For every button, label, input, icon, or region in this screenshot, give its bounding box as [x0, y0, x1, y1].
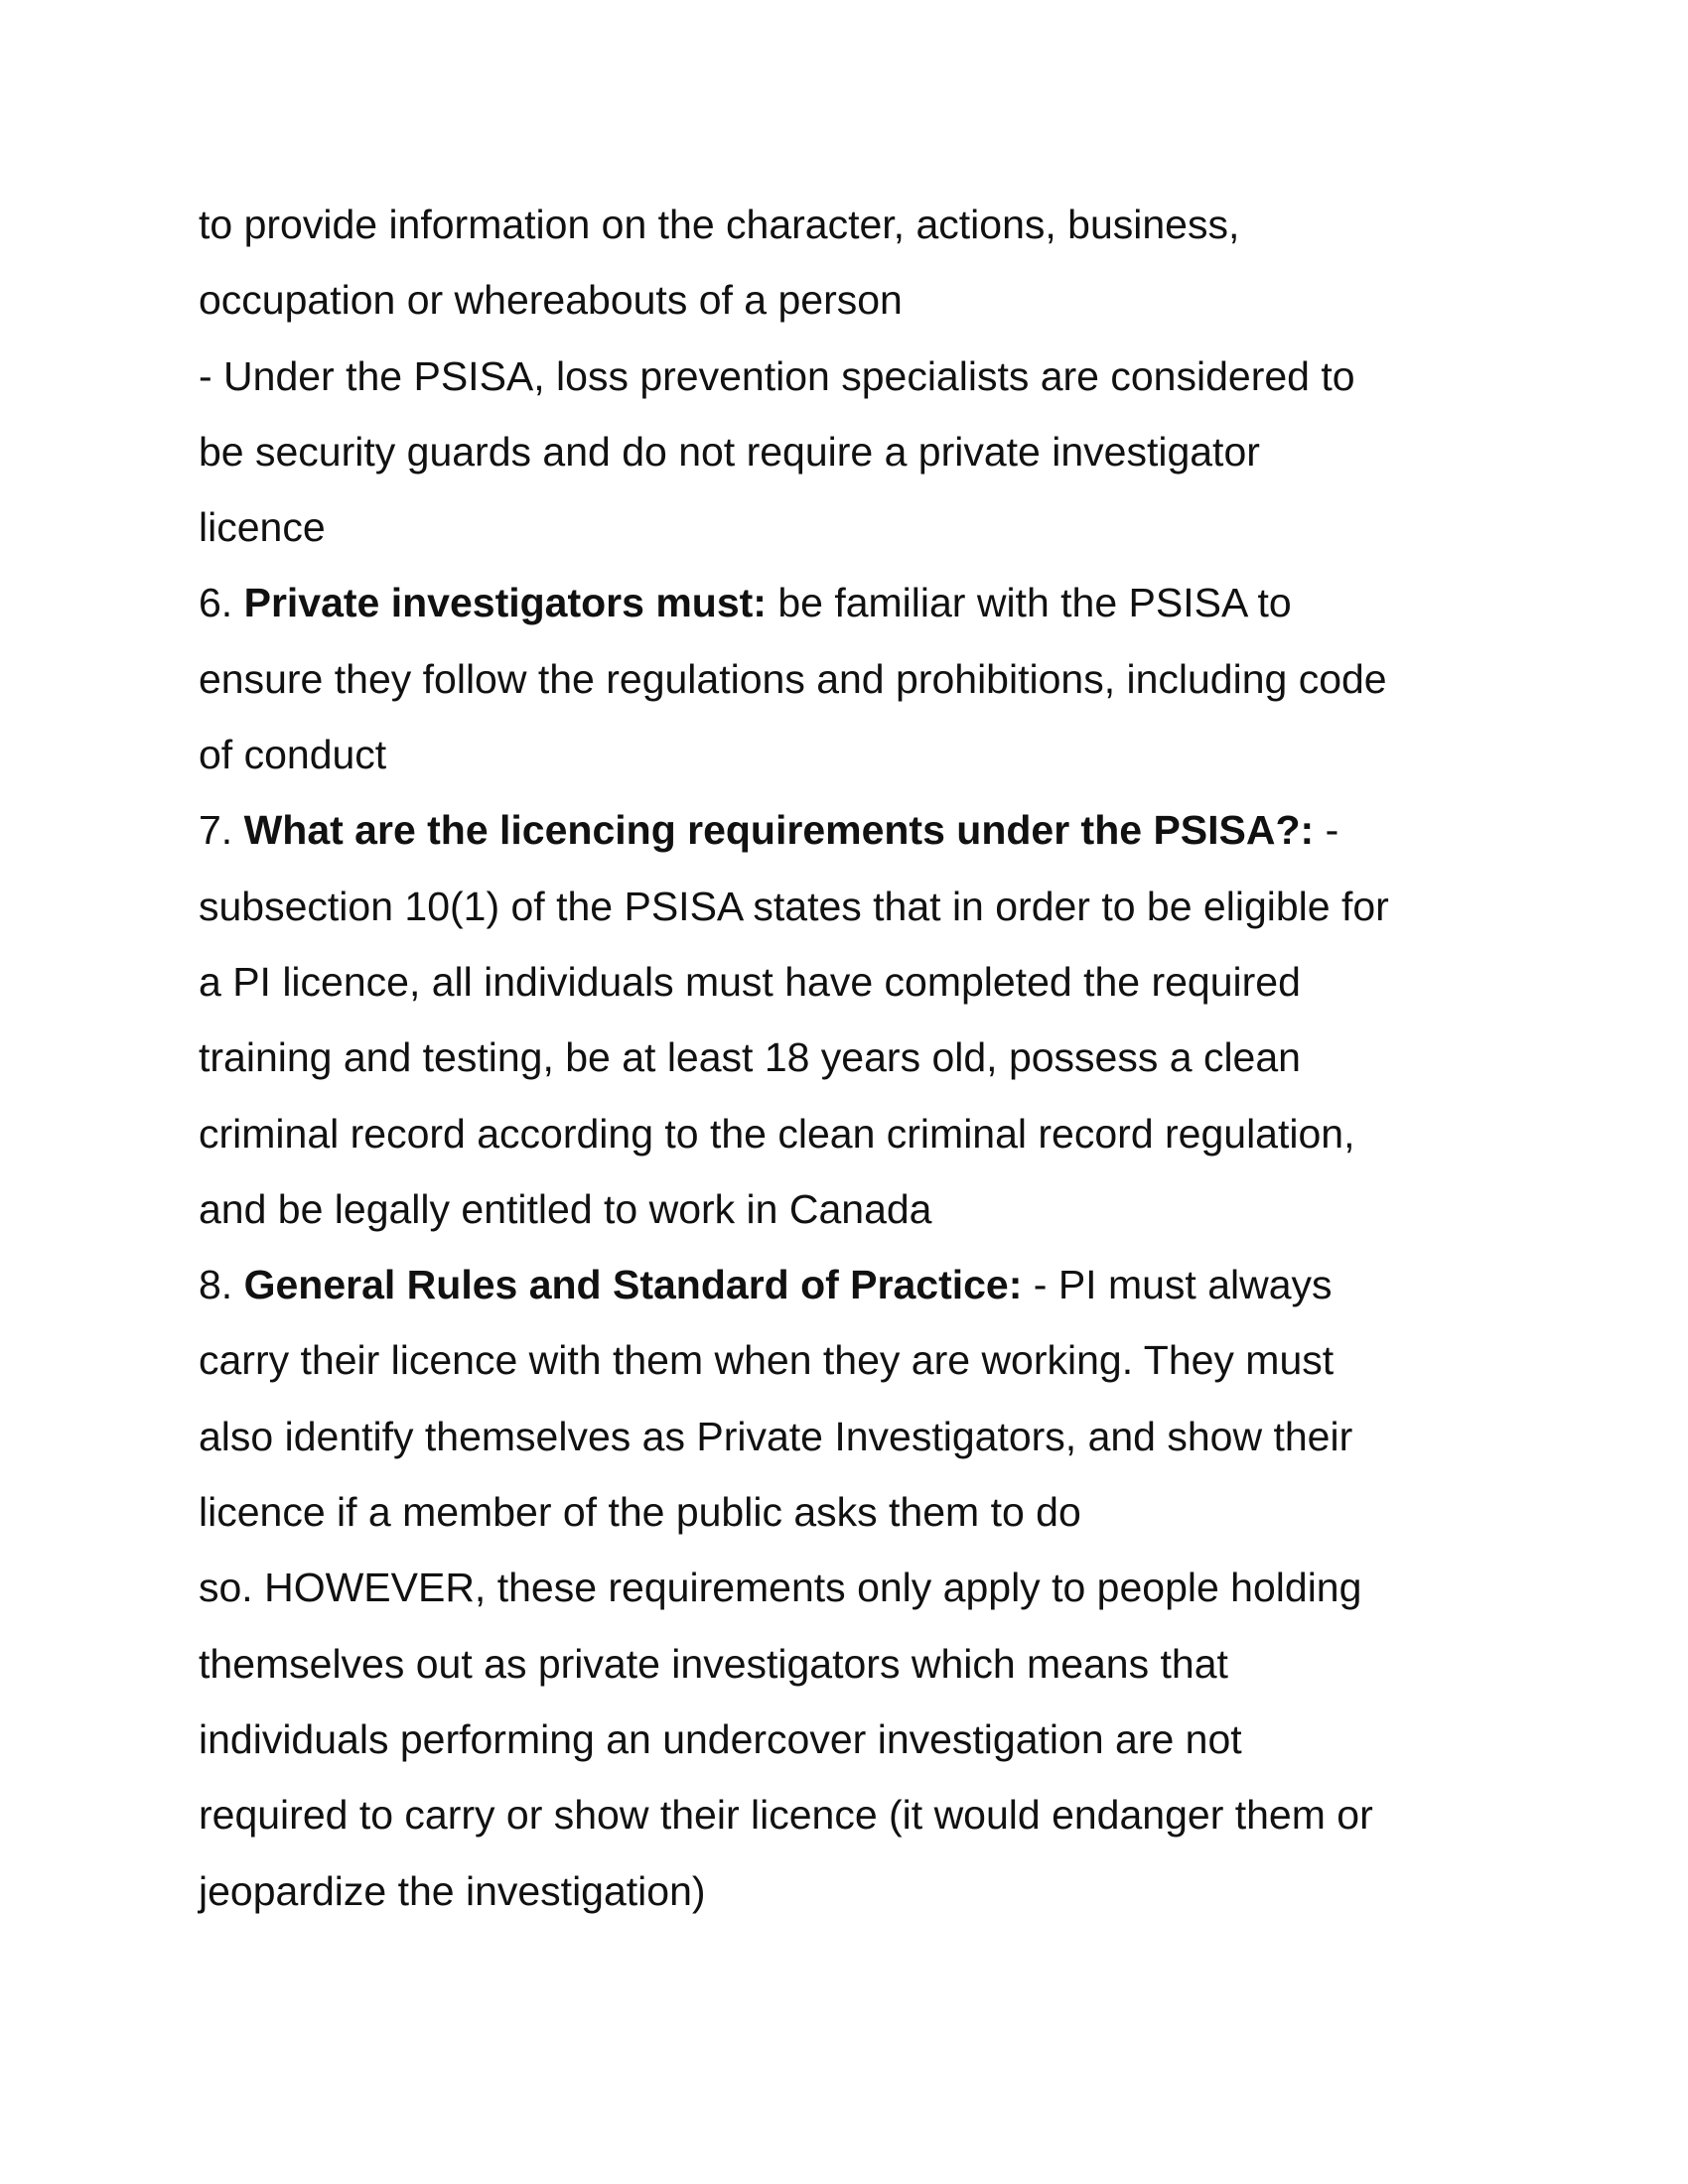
document-body [199, 187, 1509, 1929]
item-heading: Private investigators must: [243, 580, 767, 626]
list-item-7 [199, 792, 1509, 868]
text-line: to provide information on the character, actions, business, [199, 202, 1240, 247]
text-line: themselves out as private investigators which means that [199, 1640, 1228, 1687]
text-line: occupation or whereabouts of a person [199, 277, 903, 324]
item-number: 6. [199, 580, 244, 626]
text-line: licence [199, 504, 326, 551]
item-text: be familiar with the PSISA to [766, 580, 1292, 626]
text-line: licence if a member of the public asks them to do [199, 1489, 1081, 1536]
item-number: 8. [199, 1262, 244, 1308]
item-text: - [1314, 807, 1339, 854]
text-line: a PI licence, all individuals must have completed the required [199, 958, 1301, 1005]
item-heading: General Rules and Standard of Practice: [243, 1262, 1023, 1308]
text-line: and be legally entitled to work in Canada [199, 1185, 932, 1232]
text-line: subsection 10(1) of the PSISA states that in order to be eligible for [199, 883, 1389, 929]
item-heading: What are the licencing requirements under the PSISA?: [243, 807, 1315, 854]
text-line: training and testing, be at least 18 years old, possess a clean [199, 1034, 1301, 1081]
text-line: be security guards and do not require a private investigator [199, 428, 1260, 475]
list-item-6 [199, 565, 1509, 640]
text-line: jeopardize the investigation) [199, 1867, 706, 1914]
item-number: 7. [199, 807, 244, 854]
text-line: - Under the PSISA, loss prevention specialists are considered to [199, 352, 1355, 399]
text-line: individuals performing an undercover investigation are not [199, 1715, 1242, 1762]
text-line: ensure they follow the regulations and prohibitions, including code [199, 655, 1387, 702]
text-line: of conduct [199, 732, 387, 778]
item-text: - PI must always [1022, 1262, 1333, 1308]
text-line: carry their licence with them when they are working. They must [199, 1337, 1335, 1384]
text-line: required to carry or show their licence (it would endanger them or [199, 1792, 1373, 1839]
list-item-8 [199, 1247, 1509, 1322]
text-line: also identify themselves as Private Investigators, and show their [199, 1413, 1353, 1459]
text-line: so. HOWEVER, these requirements only apply to people holding [199, 1565, 1362, 1611]
text-line: criminal record according to the clean criminal record regulation, [199, 1110, 1355, 1157]
